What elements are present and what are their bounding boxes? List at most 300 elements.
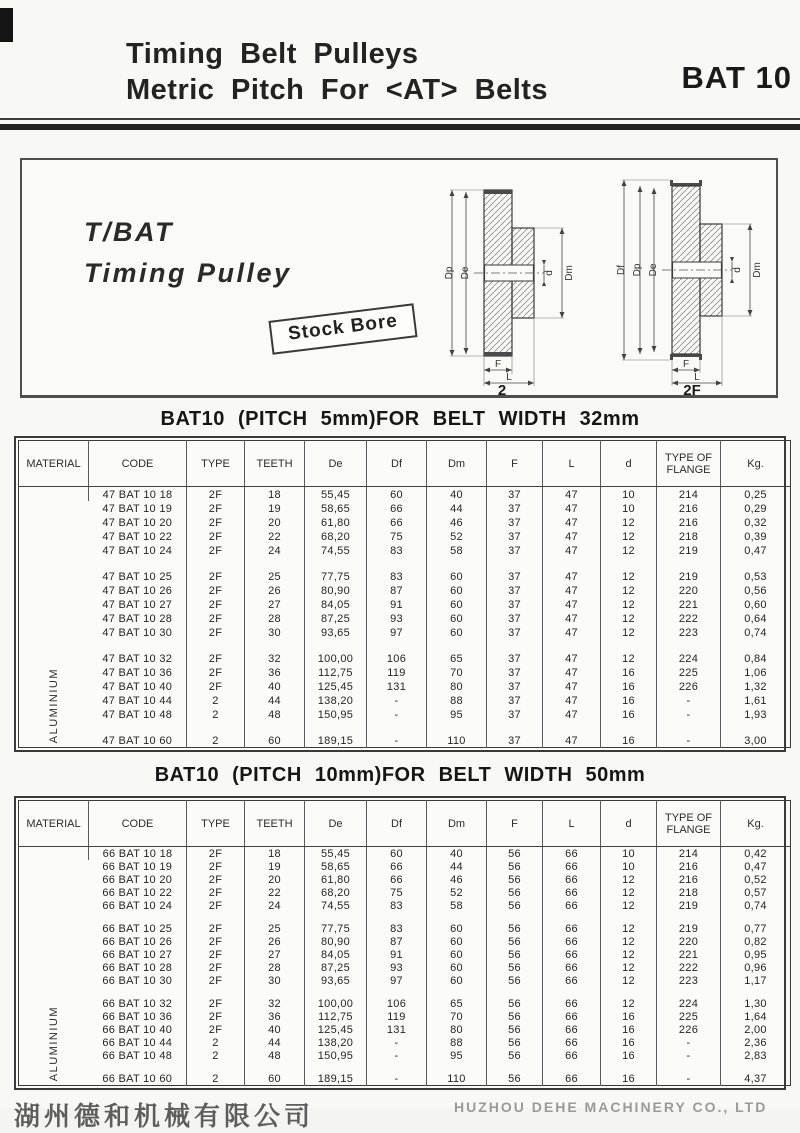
value-cell: 1,93 (721, 707, 791, 721)
value-cell: 12 (601, 529, 657, 543)
value-cell: 220 (657, 935, 721, 948)
value-cell: 56 (487, 860, 543, 873)
value-cell: 91 (367, 597, 427, 611)
value-cell: 2 (187, 1036, 245, 1049)
table-row (19, 873, 791, 886)
code-cell: 47 BAT 10 22 (102, 530, 173, 543)
value-cell: 47 (543, 611, 601, 625)
code-cell: 47 BAT 10 18 (89, 487, 187, 501)
value-cell: 189,15 (305, 721, 367, 748)
value-cell: 2F (187, 847, 245, 860)
table-row (19, 487, 791, 501)
value-cell: 40 (427, 847, 487, 860)
value-cell: 66 (543, 886, 601, 899)
value-cell: - (657, 707, 721, 721)
code-cell: 47 BAT 10 48 (102, 708, 173, 721)
table-row (19, 529, 791, 543)
value-cell: 225 (657, 1010, 721, 1023)
value-cell: 20 (245, 515, 305, 529)
value-cell: 224 (657, 639, 721, 665)
value-cell: 58,65 (305, 860, 367, 873)
value-cell: 27 (245, 597, 305, 611)
value-cell: 66 (367, 501, 427, 515)
value-cell: 110 (427, 1062, 487, 1086)
value-cell: 44 (427, 860, 487, 873)
dim-label-f: F (494, 359, 502, 370)
value-cell: 2F (187, 515, 245, 529)
value-cell: 47 (543, 639, 601, 665)
table-row (19, 912, 791, 935)
value-cell: 60 (427, 961, 487, 974)
value-cell: 87 (367, 583, 427, 597)
value-cell: 2F (187, 974, 245, 987)
value-cell: 24 (245, 899, 305, 912)
column-header: TYPE (187, 441, 245, 487)
value-cell: 66 (543, 1062, 601, 1086)
value-cell: 2F (187, 529, 245, 543)
value-cell: 84,05 (305, 948, 367, 961)
value-cell: 19 (245, 860, 305, 873)
value-cell: - (367, 707, 427, 721)
value-cell: 16 (601, 1049, 657, 1062)
table-row (19, 583, 791, 597)
value-cell: 12 (601, 935, 657, 948)
page-title-line2: Metric Pitch For <AT> Belts (126, 74, 549, 106)
value-cell: 60 (427, 948, 487, 961)
value-cell: 61,80 (305, 515, 367, 529)
dim-label-dp: Dp (632, 263, 643, 277)
value-cell: 2F (187, 583, 245, 597)
value-cell: 216 (657, 501, 721, 515)
value-cell: 56 (487, 1062, 543, 1086)
dim-label-l: L (506, 372, 512, 383)
code-cell: 47 BAT 10 30 (102, 626, 173, 639)
value-cell: 18 (245, 487, 305, 501)
value-cell: 30 (245, 974, 305, 987)
value-cell: 56 (487, 987, 543, 1010)
table-row (19, 679, 791, 693)
value-cell: 138,20 (305, 1036, 367, 1049)
diagram-box (20, 158, 778, 398)
value-cell: 66 (543, 1010, 601, 1023)
value-cell: 66 (543, 935, 601, 948)
value-cell: 226 (657, 679, 721, 693)
value-cell: 12 (601, 515, 657, 529)
value-cell: 40 (427, 487, 487, 501)
value-cell: 100,00 (305, 987, 367, 1010)
code-cell: 66 BAT 10 22 (102, 886, 173, 899)
value-cell: 16 (601, 693, 657, 707)
value-cell: 12 (601, 899, 657, 912)
value-cell: 28 (245, 961, 305, 974)
value-cell: 214 (657, 487, 721, 501)
value-cell: 2F (187, 873, 245, 886)
value-cell: 0,95 (721, 948, 791, 961)
value-cell: 70 (427, 665, 487, 679)
value-cell: 56 (487, 974, 543, 987)
value-cell: 48 (245, 1049, 305, 1062)
value-cell: 16 (601, 707, 657, 721)
value-cell: 0,74 (721, 899, 791, 912)
value-cell: - (367, 1062, 427, 1086)
value-cell: 40 (245, 679, 305, 693)
value-cell: 2,00 (721, 1023, 791, 1036)
code-cell: 66 BAT 10 26 (102, 935, 173, 948)
value-cell: 16 (601, 721, 657, 748)
header-rule-thin (0, 118, 800, 120)
value-cell: 219 (657, 557, 721, 583)
value-cell: 223 (657, 974, 721, 987)
product-name-line2: Timing Pulley (84, 258, 292, 288)
value-cell: 47 (543, 557, 601, 583)
value-cell: 66 (543, 899, 601, 912)
table-row (19, 543, 791, 557)
dim-label-d: d (732, 267, 743, 273)
table2-shell (14, 796, 786, 1090)
value-cell: 47 (543, 583, 601, 597)
dim-label-f: F (682, 359, 690, 370)
table-row (19, 935, 791, 948)
value-cell: 47 (543, 529, 601, 543)
column-header: Dm (427, 801, 487, 847)
value-cell: 0,84 (721, 639, 791, 665)
value-cell: - (657, 1062, 721, 1086)
value-cell: 56 (487, 948, 543, 961)
value-cell: 12 (601, 974, 657, 987)
value-cell: 20 (245, 873, 305, 886)
value-cell: 16 (601, 1010, 657, 1023)
dim-label-dm: Dm (564, 265, 575, 281)
value-cell: 221 (657, 597, 721, 611)
value-cell: 22 (245, 886, 305, 899)
drawing-caption-2: 2 (497, 382, 507, 399)
value-cell: 83 (367, 912, 427, 935)
value-cell: 77,75 (305, 912, 367, 935)
value-cell: 70 (427, 1010, 487, 1023)
value-cell: 37 (487, 487, 543, 501)
table-row (19, 1062, 791, 1086)
value-cell: 56 (487, 899, 543, 912)
value-cell: 27 (245, 948, 305, 961)
value-cell: 106 (367, 987, 427, 1010)
value-cell: 0,32 (721, 515, 791, 529)
value-cell: 12 (601, 886, 657, 899)
value-cell: 30 (245, 625, 305, 639)
code-cell: 66 BAT 10 40 (102, 1023, 173, 1036)
material-label: ALUMINIUM (47, 668, 60, 744)
value-cell: 37 (487, 639, 543, 665)
value-cell: 138,20 (305, 693, 367, 707)
value-cell: 1,17 (721, 974, 791, 987)
table-row (19, 974, 791, 987)
value-cell: 56 (487, 1049, 543, 1062)
value-cell: 189,15 (305, 1062, 367, 1086)
column-header: De (305, 801, 367, 847)
value-cell: 68,20 (305, 886, 367, 899)
column-header: d (601, 441, 657, 487)
value-cell: 87,25 (305, 611, 367, 625)
value-cell: 0,60 (721, 597, 791, 611)
value-cell: 95 (427, 1049, 487, 1062)
code-cell: 47 BAT 10 36 (102, 666, 173, 679)
value-cell: 1,61 (721, 693, 791, 707)
value-cell: 2F (187, 961, 245, 974)
value-cell: 66 (367, 873, 427, 886)
table-row (19, 501, 791, 515)
value-cell: 47 (543, 721, 601, 748)
value-cell: 0,57 (721, 886, 791, 899)
value-cell: 222 (657, 961, 721, 974)
dim-label-l: L (694, 372, 700, 383)
code-cell: 66 BAT 10 48 (102, 1049, 173, 1062)
value-cell: 93,65 (305, 625, 367, 639)
value-cell: 93 (367, 611, 427, 625)
value-cell: 66 (543, 912, 601, 935)
value-cell: 56 (487, 935, 543, 948)
value-cell: - (367, 1049, 427, 1062)
column-header: CODE (89, 441, 187, 487)
value-cell: 12 (601, 948, 657, 961)
value-cell: 2F (187, 611, 245, 625)
company-name-en: HUZHOU DEHE MACHINERY CO., LTD (454, 1099, 768, 1115)
column-header: TEETH (245, 801, 305, 847)
value-cell: 2F (187, 487, 245, 501)
value-cell: 83 (367, 543, 427, 557)
value-cell: 25 (245, 557, 305, 583)
value-cell: 12 (601, 873, 657, 886)
value-cell: 83 (367, 557, 427, 583)
value-cell: 93 (367, 961, 427, 974)
value-cell: 66 (543, 987, 601, 1010)
value-cell: 150,95 (305, 707, 367, 721)
value-cell: 88 (427, 1036, 487, 1049)
column-header: F (487, 801, 543, 847)
value-cell: 0,29 (721, 501, 791, 515)
value-cell: 47 (543, 501, 601, 515)
value-cell: 60 (367, 847, 427, 860)
dim-label-de: De (460, 266, 471, 280)
value-cell: 2 (187, 721, 245, 748)
value-cell: 80 (427, 1023, 487, 1036)
value-cell: 32 (245, 987, 305, 1010)
teeth-top (484, 190, 512, 194)
code-cell: 66 BAT 10 24 (102, 899, 173, 912)
value-cell: 0,47 (721, 543, 791, 557)
value-cell: 58 (427, 899, 487, 912)
value-cell: 60 (427, 611, 487, 625)
value-cell: 16 (601, 679, 657, 693)
value-cell: 97 (367, 625, 427, 639)
value-cell: 40 (245, 1023, 305, 1036)
value-cell: 75 (367, 886, 427, 899)
value-cell: 60 (427, 974, 487, 987)
code-cell: 47 BAT 10 28 (102, 612, 173, 625)
column-header: CODE (89, 801, 187, 847)
value-cell: 66 (543, 974, 601, 987)
stock-bore-badge: Stock Bore (268, 303, 417, 355)
pulley-drawing-type2 (440, 178, 590, 401)
value-cell: 56 (487, 1036, 543, 1049)
value-cell: 95 (427, 707, 487, 721)
value-cell: 100,00 (305, 639, 367, 665)
value-cell: 66 (543, 948, 601, 961)
value-cell: 91 (367, 948, 427, 961)
value-cell: 0,74 (721, 625, 791, 639)
table2-title: BAT10 (PITCH 10mm)FOR BELT WIDTH 50mm (154, 764, 646, 786)
table-row (19, 1049, 791, 1062)
value-cell: 60 (427, 583, 487, 597)
material-label: ALUMINIUM (47, 1006, 60, 1082)
value-cell: 66 (543, 873, 601, 886)
column-header: L (543, 801, 601, 847)
table1-shell (14, 436, 786, 752)
column-header: Kg. (721, 441, 791, 487)
value-cell: 58,65 (305, 501, 367, 515)
value-cell: 66 (543, 1023, 601, 1036)
table-row (19, 886, 791, 899)
value-cell: 223 (657, 625, 721, 639)
value-cell: 66 (543, 1036, 601, 1049)
value-cell: 37 (487, 693, 543, 707)
code-cell: 47 BAT 10 27 (102, 598, 173, 611)
value-cell: 52 (427, 886, 487, 899)
value-cell: 224 (657, 987, 721, 1010)
code-cell: 66 BAT 10 32 (102, 997, 173, 1010)
value-cell: 87 (367, 935, 427, 948)
value-cell: 37 (487, 665, 543, 679)
column-header: Df (367, 801, 427, 847)
value-cell: 12 (601, 987, 657, 1010)
flange-top (670, 180, 702, 186)
value-cell: - (657, 721, 721, 748)
value-cell: 112,75 (305, 665, 367, 679)
value-cell: 0,64 (721, 611, 791, 625)
table-row (19, 693, 791, 707)
value-cell: 37 (487, 625, 543, 639)
drawing-caption-2f: 2F (683, 382, 701, 399)
value-cell: 47 (543, 543, 601, 557)
footer-strip (14, 1090, 786, 1131)
value-cell: 219 (657, 899, 721, 912)
column-header: d (601, 801, 657, 847)
header-rule-thick (0, 124, 800, 130)
value-cell: 214 (657, 847, 721, 860)
value-cell: 37 (487, 557, 543, 583)
column-header: TYPE OF FLANGE (657, 441, 721, 487)
column-header: L (543, 441, 601, 487)
column-header: Dm (427, 441, 487, 487)
value-cell: 12 (601, 597, 657, 611)
value-cell: 2F (187, 987, 245, 1010)
value-cell: 2F (187, 665, 245, 679)
value-cell: 56 (487, 873, 543, 886)
dim-label-de: De (648, 263, 659, 277)
table-row (19, 611, 791, 625)
code-cell: 47 BAT 10 40 (102, 680, 173, 693)
code-cell: 66 BAT 10 19 (102, 860, 173, 873)
value-cell: 2F (187, 501, 245, 515)
value-cell: 66 (543, 860, 601, 873)
value-cell: 47 (543, 625, 601, 639)
column-header: De (305, 441, 367, 487)
value-cell: 216 (657, 515, 721, 529)
value-cell: 2F (187, 1023, 245, 1036)
value-cell: 87,25 (305, 961, 367, 974)
value-cell: 56 (487, 961, 543, 974)
value-cell: 77,75 (305, 557, 367, 583)
value-cell: 0,82 (721, 935, 791, 948)
value-cell: 125,45 (305, 679, 367, 693)
teeth-bottom (484, 352, 512, 356)
code-cell: 66 BAT 10 25 (102, 922, 173, 935)
value-cell: - (367, 1036, 427, 1049)
code-cell: 47 BAT 10 32 (102, 652, 173, 665)
value-cell: - (367, 693, 427, 707)
value-cell: 12 (601, 625, 657, 639)
value-cell: 0,56 (721, 583, 791, 597)
page-title-line1: Timing Belt Pulleys (126, 38, 419, 70)
value-cell: 19 (245, 501, 305, 515)
value-cell: 1,30 (721, 987, 791, 1010)
value-cell: 2 (187, 707, 245, 721)
table-row (19, 1010, 791, 1023)
value-cell: 2F (187, 860, 245, 873)
code-cell: 66 BAT 10 18 (89, 847, 187, 860)
value-cell: 226 (657, 1023, 721, 1036)
value-cell: 47 (543, 679, 601, 693)
value-cell: 37 (487, 597, 543, 611)
value-cell: 66 (367, 515, 427, 529)
value-cell: - (367, 721, 427, 748)
value-cell: 75 (367, 529, 427, 543)
code-cell: 47 BAT 10 60 (102, 734, 173, 747)
value-cell: 37 (487, 501, 543, 515)
value-cell: 47 (543, 487, 601, 501)
value-cell: 110 (427, 721, 487, 748)
value-cell: 36 (245, 1010, 305, 1023)
value-cell: 47 (543, 515, 601, 529)
dim-label-dm: Dm (752, 262, 763, 278)
value-cell: 47 (543, 665, 601, 679)
table-row (19, 721, 791, 748)
value-cell: 2F (187, 899, 245, 912)
value-cell: 83 (367, 899, 427, 912)
material-cell (19, 847, 89, 1086)
value-cell: 4,37 (721, 1062, 791, 1086)
code-cell: 47 BAT 10 44 (102, 694, 173, 707)
value-cell: 216 (657, 873, 721, 886)
value-cell: 56 (487, 1023, 543, 1036)
table-row (19, 625, 791, 639)
value-cell: 12 (601, 583, 657, 597)
value-cell: 2F (187, 886, 245, 899)
value-cell: 1,32 (721, 679, 791, 693)
value-cell: 16 (601, 1036, 657, 1049)
value-cell: 2F (187, 557, 245, 583)
value-cell: 60 (245, 1062, 305, 1086)
value-cell: 37 (487, 543, 543, 557)
product-name-line1: T/BAT (84, 217, 174, 247)
table-row (19, 597, 791, 611)
column-header: TEETH (245, 441, 305, 487)
value-cell: 106 (367, 639, 427, 665)
scan-corner-mark (0, 8, 13, 42)
value-cell: 56 (487, 1010, 543, 1023)
value-cell: 2 (187, 1049, 245, 1062)
value-cell: 52 (427, 529, 487, 543)
value-cell: 97 (367, 974, 427, 987)
code-cell: 66 BAT 10 27 (102, 948, 173, 961)
